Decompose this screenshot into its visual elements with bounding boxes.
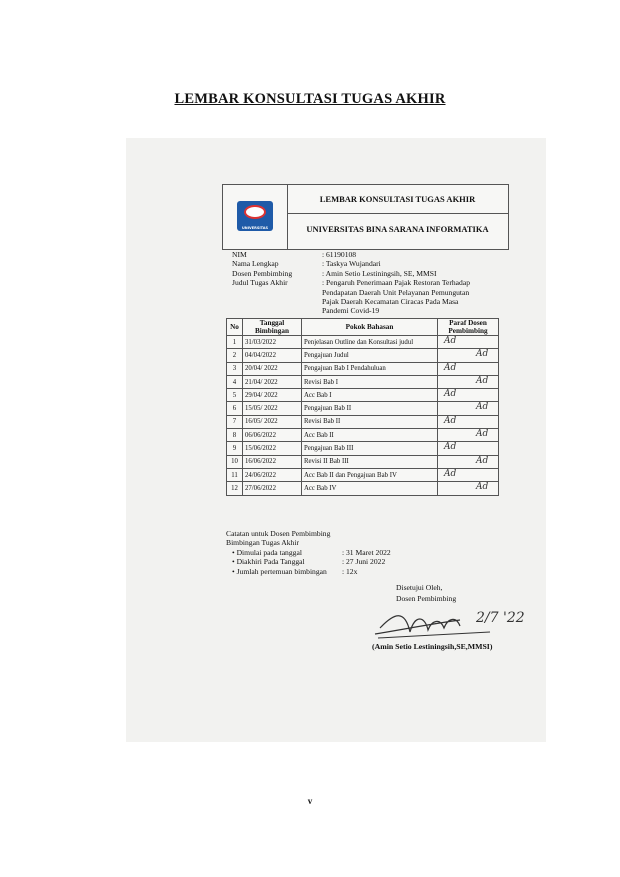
info-row [232, 250, 502, 259]
cell-date: 15/05/ 2022 [243, 402, 302, 415]
cell-topic: Pengajuan Bab I Pendahuluan [302, 362, 438, 375]
info-value: : Amin Setio Lestiningsih, SE, MMSI [322, 268, 437, 278]
table-header-row [227, 319, 499, 336]
supervisor-name: (Amin Setio Lestiningsih,SE,MMSI) [372, 642, 493, 651]
note-item [226, 567, 391, 576]
svg-text:2/7 '22: 2/7 '22 [476, 610, 525, 626]
info-value: : Taskya Wujandari [322, 259, 381, 269]
notes-heading: Bimbingan Tugas Akhir [226, 538, 299, 548]
approval-line: Dosen Pembimbing [396, 594, 457, 603]
paraf-signature: Ad [444, 468, 457, 479]
cell-date: 04/04/2022 [243, 349, 302, 362]
cell-date: 15/06/2022 [243, 442, 302, 455]
notes [226, 529, 391, 576]
table-row [227, 429, 499, 442]
cell-paraf [438, 362, 499, 375]
info-label: Dosen Pembimbing [232, 268, 293, 278]
cell-date: 20/04/ 2022 [243, 362, 302, 375]
cell-topic: Revisi Bab I [302, 375, 438, 388]
cell-paraf [438, 442, 499, 455]
page-title: LEMBAR KONSULTASI TUGAS AKHIR [174, 91, 446, 107]
table-row [227, 455, 499, 468]
col-pokok: Pokok Bahasan [302, 319, 438, 336]
cell-topic: Penjelasan Outline dan Konsultasi judul [302, 336, 438, 349]
cell-paraf [438, 455, 499, 468]
table-row [227, 362, 499, 375]
paraf-signature: Ad [476, 455, 489, 466]
paraf-signature: Ad [476, 482, 489, 493]
table-row [227, 349, 499, 362]
info-label: Nama Lengkap [232, 259, 279, 269]
cell-no: 12 [227, 482, 243, 495]
table-row [227, 468, 499, 481]
cell-topic: Pengajuan Bab II [302, 402, 438, 415]
cell-date: 24/06/2022 [243, 468, 302, 481]
note-item [226, 557, 391, 566]
paraf-signature: Ad [476, 375, 489, 386]
info-row [232, 278, 502, 316]
cell-no: 7 [227, 415, 243, 428]
student-info [232, 250, 502, 316]
note-label-text: Jumlah pertemuan bimbingan [236, 566, 327, 576]
paraf-signature: Ad [444, 389, 457, 400]
paraf-signature: Ad [444, 336, 457, 346]
table-row [227, 415, 499, 428]
cell-paraf [438, 402, 499, 415]
note-item [226, 548, 391, 557]
cell-topic: Acc Bab IV [302, 482, 438, 495]
approval-block [396, 582, 456, 604]
info-value: : Pengaruh Penerimaan Pajak Restoran Terhadap Pendapatan Daerah Unit Pelayanan Pemungutan Pajak Daerah Kecamatan Ciracas Pada Masa Pandemi Covid-19 [322, 278, 470, 316]
logo-cell [223, 185, 288, 249]
info-value: : 61190108 [322, 250, 357, 259]
logo-emblem-icon [244, 205, 266, 219]
cell-date: 16/05/ 2022 [243, 415, 302, 428]
cell-topic: Pengajuan Bab III [302, 442, 438, 455]
cell-paraf [438, 375, 499, 388]
table-row [227, 375, 499, 388]
cell-topic: Pengajuan Judul [302, 349, 438, 362]
approval-line: Disetujui Oleh, [396, 583, 443, 592]
cell-no: 2 [227, 349, 243, 362]
cell-date: 29/04/ 2022 [243, 389, 302, 402]
cell-paraf [438, 468, 499, 481]
table-row [227, 389, 499, 402]
info-row [232, 269, 502, 278]
cell-no: 6 [227, 402, 243, 415]
header-title: LEMBAR KONSULTASI TUGAS AKHIR [287, 185, 508, 214]
note-label-text: Dimulai pada tanggal [236, 547, 302, 557]
cell-no: 9 [227, 442, 243, 455]
paraf-signature: Ad [444, 362, 457, 373]
note-value: : 27 Juni 2022 [342, 557, 386, 567]
table-row [227, 482, 499, 495]
cell-date: 27/06/2022 [243, 482, 302, 495]
cell-topic: Revisi Bab II [302, 415, 438, 428]
cell-no: 11 [227, 468, 243, 481]
cell-topic: Acc Bab II [302, 429, 438, 442]
logo-label: UNIVERSITAS [241, 226, 269, 230]
info-label: NIM [232, 250, 247, 259]
cell-paraf [438, 429, 499, 442]
cell-topic: Acc Bab I [302, 389, 438, 402]
cell-date: 21/04/ 2022 [243, 375, 302, 388]
cell-date: 06/06/2022 [243, 429, 302, 442]
cell-date: 16/06/2022 [243, 455, 302, 468]
cell-paraf [438, 336, 499, 349]
cell-no: 3 [227, 362, 243, 375]
cell-no: 4 [227, 375, 243, 388]
cell-paraf [438, 389, 499, 402]
info-row [232, 259, 502, 268]
table-body [227, 336, 499, 496]
table-row [227, 402, 499, 415]
col-tanggal: Tanggal Bimbingan [243, 319, 302, 336]
note-label: • Dimulai pada tanggal [232, 547, 302, 557]
note-value: : 31 Maret 2022 [342, 547, 391, 557]
cell-paraf [438, 482, 499, 495]
paraf-signature: Ad [444, 442, 457, 453]
university-logo [237, 201, 273, 231]
notes-heading: Catatan untuk Dosen Pembimbing [226, 529, 331, 538]
cell-paraf [438, 349, 499, 362]
supervisor-signature [370, 602, 530, 642]
header-university: UNIVERSITAS BINA SARANA INFORMATIKA [306, 224, 489, 234]
table-row [227, 336, 499, 349]
paraf-signature: Ad [476, 429, 489, 440]
col-paraf: Paraf Dosen Pembimbing [438, 319, 499, 336]
cell-no: 5 [227, 389, 243, 402]
cell-no: 10 [227, 455, 243, 468]
document-header [222, 184, 509, 250]
consultation-table [226, 318, 499, 496]
cell-paraf [438, 415, 499, 428]
paraf-signature: Ad [444, 415, 457, 426]
paraf-signature: Ad [476, 349, 489, 360]
note-value: : 12x [342, 566, 358, 576]
col-no: No [227, 319, 243, 336]
note-label: • Diakhiri Pada Tanggal [232, 557, 305, 567]
table-row [227, 442, 499, 455]
cell-topic: Acc Bab II dan Pengajuan Bab IV [302, 468, 438, 481]
paraf-signature: Ad [476, 402, 489, 413]
page-number: v [307, 796, 313, 806]
cell-no: 8 [227, 429, 243, 442]
note-label-text: Diakhiri Pada Tanggal [236, 557, 305, 567]
note-label: • Jumlah pertemuan bimbingan [232, 566, 327, 576]
info-label: Judul Tugas Akhir [232, 278, 288, 288]
cell-date: 31/03/2022 [243, 336, 302, 349]
cell-topic: Revisi II Bab III [302, 455, 438, 468]
cell-no: 1 [227, 336, 243, 349]
